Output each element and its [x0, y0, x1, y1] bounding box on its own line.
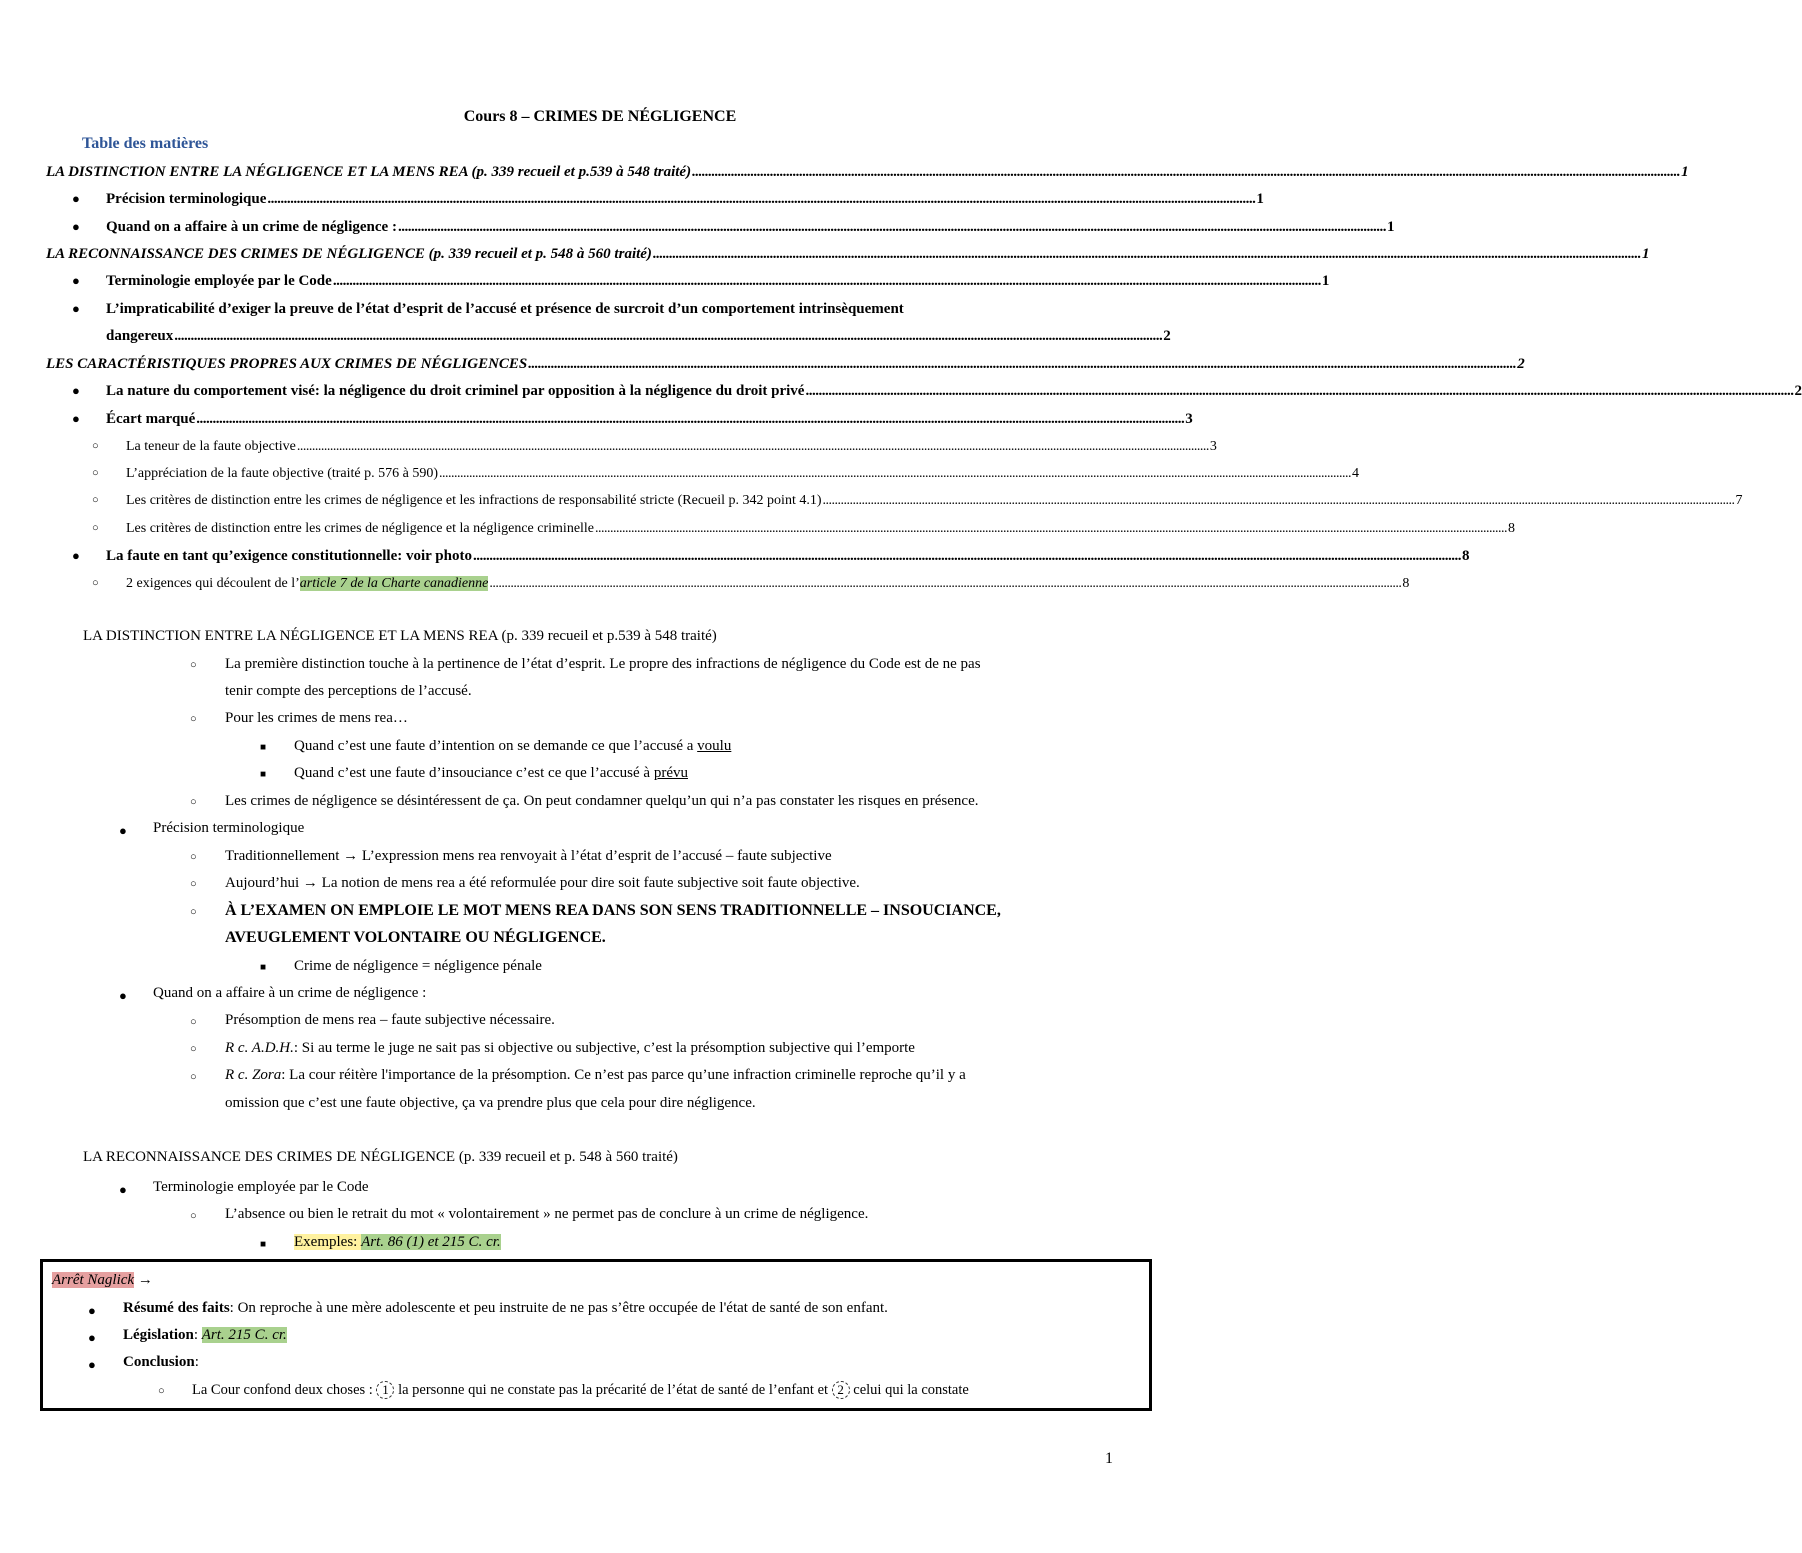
underlined-word: voulu — [697, 738, 732, 754]
bullet-icon: ● — [119, 1182, 127, 1197]
circle-bullet-icon: ○ — [92, 440, 99, 452]
toc-entry-label: Quand on a affaire à un crime de négligence : — [106, 219, 397, 235]
bullet-icon: ● — [72, 383, 80, 398]
circle-bullet-icon: ○ — [190, 851, 197, 863]
toc-leader: ................................................................................................................................................................................................................................................................................................................ — [528, 356, 1517, 372]
circle-bullet-icon: ○ — [92, 494, 99, 506]
square-bullet-icon: ■ — [260, 962, 267, 973]
bullet-icon: ● — [88, 1357, 96, 1372]
body-text: Présomption de mens rea – faute subjective nécessaire. — [225, 1012, 555, 1028]
case-name: R c. Zora — [225, 1067, 282, 1083]
toc-entry[interactable] — [106, 216, 1395, 238]
bullet-icon: ● — [72, 191, 80, 206]
body-text: Crime de négligence = négligence pénale — [294, 958, 542, 974]
toc-entry-label: La nature du comportement visé: la négligence du droit criminel par opposition à la négligence du droit privé — [106, 383, 805, 399]
toc-entry[interactable] — [106, 408, 1193, 430]
case-name: R c. A.D.H. — [225, 1040, 294, 1056]
toc-entry[interactable] — [126, 573, 1410, 595]
toc-entry-label: LA DISTINCTION ENTRE LA NÉGLIGENCE ET LA MENS REA (p. 339 recueil et p.539 à 548 traité) — [46, 164, 692, 180]
body-text — [225, 1040, 915, 1057]
bullet-icon: ● — [72, 273, 80, 288]
bullet-icon: ● — [119, 823, 127, 838]
circle-bullet-icon: ○ — [190, 659, 197, 671]
toc-entry[interactable] — [126, 490, 1743, 512]
body-text-rest: : Si au terme le juge ne sait pas si objective ou subjective, c’est la présomption subjective qui l’emporte — [293, 1040, 915, 1056]
toc-leader: ................................................................................................................................................................................................................................................................................................................ — [652, 246, 1641, 262]
exam-note: AVEUGLEMENT VOLONTAIRE OU NÉGLIGENCE. — [225, 929, 606, 946]
circle-bullet-icon: ○ — [190, 1071, 197, 1083]
toc-entry-label: La faute en tant qu’exigence constitutionnelle: voir photo — [106, 548, 472, 564]
underlined-word: prévu — [653, 765, 688, 781]
toc-page: 1 — [1386, 219, 1395, 235]
square-bullet-icon: ■ — [260, 769, 267, 780]
toc-page: 4 — [1352, 466, 1360, 481]
toc-page: 1 — [1256, 191, 1264, 207]
toc-page: 8 — [1461, 548, 1470, 564]
toc-entry-label: LA RECONNAISSANCE DES CRIMES DE NÉGLIGENCE (p. 339 recueil et p. 548 à 560 traité) — [46, 246, 652, 262]
facts-text: : On reproche à une mère adolescente et peu instruite de ne pas s’être occupée de l'état de santé de son enfant. — [229, 1300, 888, 1316]
toc-entry-label: Les critères de distinction entre les crimes de négligence et les infractions de responsabilité stricte (Recueil p. 342 point 4.1) — [126, 493, 822, 508]
toc-entry[interactable] — [126, 463, 1360, 485]
toc-heading: Table des matières — [82, 135, 209, 152]
conclusion-colon: : — [194, 1354, 199, 1370]
toc-entry-label-pre: 2 exigences qui découlent de l’ — [126, 576, 300, 591]
case-title — [52, 1272, 153, 1289]
section-heading-reconnaissance: LA RECONNAISSANCE DES CRIMES DE NÉGLIGENCE (p. 339 recueil et p. 548 à 560 traité) — [83, 1149, 678, 1165]
body-text — [225, 1067, 966, 1084]
toc-entry-label: Les critères de distinction entre les crimes de négligence et la négligence criminelle — [126, 521, 595, 536]
toc-entry-label: Écart marqué — [106, 411, 196, 427]
toc-page: 2 — [1517, 356, 1525, 372]
toc-page: 2 — [1794, 383, 1802, 399]
bullet-icon: ● — [72, 219, 80, 234]
toc-entry[interactable] — [126, 436, 1217, 458]
toc-page: 3 — [1185, 411, 1193, 427]
circle-bullet-icon: ○ — [190, 1016, 197, 1028]
circle-bullet-icon: ○ — [158, 1385, 165, 1397]
conclusion-part: La Cour confond deux choses : — [192, 1382, 377, 1398]
toc-entry-label: La teneur de la faute objective — [126, 439, 296, 454]
toc-leader: ................................................................................................................................................................................................................................................................................................................ — [332, 273, 1321, 289]
bullet-icon: ● — [88, 1330, 96, 1345]
toc-entry[interactable] — [46, 161, 1689, 183]
bullet-icon: ● — [88, 1303, 96, 1318]
case-name: Arrêt Naglick — [52, 1272, 135, 1288]
body-text: Les crimes de négligence se désintéressent de ça. On peut condamner quelqu’un qui n’a pas constater les risques en présence. — [225, 793, 979, 809]
body-text: Traditionnellement → L’expression mens rea renvoyait à l’état d’esprit de l’accusé – faute subjective — [225, 848, 832, 864]
subheading-terminologie: Terminologie employée par le Code — [153, 1179, 369, 1195]
toc-leader: ................................................................................................................................................................................................................................................................................................................ — [174, 328, 1163, 344]
body-text-pre: Quand c’est une faute d’intention on se demande ce que l’accusé a — [294, 738, 698, 754]
toc-entry[interactable] — [106, 270, 1330, 292]
bullet-icon: ● — [72, 411, 80, 426]
toc-page: 1 — [1321, 273, 1330, 289]
toc-leader: ................................................................................................................................................................................................................................................................................................................ — [489, 576, 1402, 591]
circle-bullet-icon: ○ — [190, 1043, 197, 1055]
subheading-quand: Quand on a affaire à un crime de négligence : — [153, 985, 427, 1001]
facts-label: Résumé des faits — [123, 1300, 230, 1316]
toc-leader: ................................................................................................................................................................................................................................................................................................................ — [805, 383, 1794, 399]
conclusion-label: Conclusion — [123, 1354, 195, 1370]
square-bullet-icon: ■ — [260, 1239, 267, 1250]
arrow-icon: → — [134, 1272, 153, 1288]
toc-entry-label[interactable]: L’impraticabilité d’exiger la preuve de l’état d’esprit de l’accusé et présence de surcroit d’un comportement intrinsèquement — [106, 301, 904, 317]
toc-entry-label: Précision terminologique — [106, 191, 267, 207]
case-legislation — [123, 1327, 287, 1344]
square-bullet-icon: ■ — [260, 742, 267, 753]
examples-label: Exemples — [294, 1234, 354, 1250]
subheading-precision: Précision terminologique — [153, 820, 305, 836]
circle-bullet-icon: ○ — [92, 577, 99, 589]
toc-leader: ................................................................................................................................................................................................................................................................................................................ — [296, 439, 1209, 454]
toc-leader: ................................................................................................................................................................................................................................................................................................................ — [397, 219, 1386, 235]
toc-entry-label: dangereux — [106, 328, 174, 344]
toc-page: 1 — [1681, 164, 1689, 180]
exam-note: À L’EXAMEN ON EMPLOIE LE MOT MENS REA DANS SON SENS TRADITIONNELLE – INSOUCIANCE, — [225, 902, 1001, 919]
article-reference: Art. 86 (1) et 215 C. cr. — [361, 1234, 501, 1250]
examples-line — [294, 1234, 501, 1251]
conclusion-text — [192, 1381, 969, 1399]
legislation-colon: : — [193, 1327, 202, 1343]
circle-bullet-icon: ○ — [190, 796, 197, 808]
bullet-icon: ● — [72, 301, 80, 316]
number-two-icon: 2 — [832, 1381, 850, 1399]
toc-entry-label: L’appréciation de la faute objective (traité p. 576 à 590) — [126, 466, 439, 481]
body-text-pre: Quand c’est une faute d’insouciance c’est ce que l’accusé à — [294, 765, 654, 781]
toc-page: 1 — [1641, 246, 1650, 262]
body-text — [294, 738, 731, 755]
toc-entry[interactable] — [106, 325, 1171, 347]
conclusion-part: celui qui la constate — [849, 1382, 969, 1398]
toc-entry[interactable] — [46, 243, 1650, 265]
case-facts — [123, 1300, 888, 1317]
body-text-rest: : La cour réitère l'importance de la présomption. Ce n’est pas parce qu’une infraction criminelle reproche qu’il y a — [281, 1067, 966, 1083]
toc-entry-label: Terminologie employée par le Code — [106, 273, 332, 289]
toc-page: 2 — [1163, 328, 1171, 344]
circle-bullet-icon: ○ — [190, 1210, 197, 1222]
toc-leader: ................................................................................................................................................................................................................................................................................................................ — [439, 466, 1352, 481]
body-text: Pour les crimes de mens rea… — [225, 710, 408, 726]
page-number: 1 — [1105, 1450, 1113, 1467]
examples-colon: : — [353, 1234, 362, 1250]
conclusion-part: la personne qui ne constate pas la précarité de l’état de santé de l’enfant et — [394, 1382, 832, 1398]
section-heading-distinction: LA DISTINCTION ENTRE LA NÉGLIGENCE ET LA MENS REA (p. 339 recueil et p.539 à 548 traité) — [83, 628, 717, 644]
toc-entry[interactable] — [126, 518, 1516, 540]
body-text: L’absence ou bien le retrait du mot « volontairement » ne permet pas de conclure à un crime de négligence. — [225, 1206, 869, 1222]
body-text: La première distinction touche à la pertinence de l’état d’esprit. Le propre des infractions de négligence du Code est de ne pas — [225, 656, 981, 672]
case-conclusion — [123, 1354, 199, 1371]
circle-bullet-icon: ○ — [190, 878, 197, 890]
toc-page: 7 — [1735, 493, 1743, 508]
toc-page: 8 — [1402, 576, 1410, 591]
document-title: Cours 8 – CRIMES DE NÉGLIGENCE — [463, 108, 737, 125]
bullet-icon: ● — [72, 548, 80, 563]
article-reference: Art. 215 C. cr. — [201, 1327, 287, 1343]
legislation-label: Législation — [123, 1327, 194, 1343]
toc-leader: ................................................................................................................................................................................................................................................................................................................ — [472, 548, 1461, 564]
toc-leader: ................................................................................................................................................................................................................................................................................................................ — [822, 493, 1735, 508]
body-text: Aujourd’hui → La notion de mens rea a été reformulée pour dire soit faute subjective soit faute objective. — [225, 875, 860, 891]
toc-entry[interactable] — [106, 380, 1802, 402]
toc-entry[interactable] — [46, 353, 1525, 375]
toc-leader: ................................................................................................................................................................................................................................................................................................................ — [196, 411, 1185, 427]
toc-page: 3 — [1209, 439, 1217, 454]
toc-entry-label — [126, 573, 488, 595]
body-text — [294, 765, 688, 782]
body-text: omission que c’est une faute objective, ça va prendre plus que cela pour dire négligence. — [225, 1095, 756, 1111]
circle-bullet-icon: ○ — [92, 522, 99, 534]
number-one-icon: 1 — [376, 1381, 394, 1399]
toc-leader: ................................................................................................................................................................................................................................................................................................................ — [267, 191, 1256, 207]
toc-leader: ................................................................................................................................................................................................................................................................................................................ — [692, 164, 1681, 180]
toc-entry-label: LES CARACTÉRISTIQUES PROPRES AUX CRIMES DE NÉGLIGENCES — [46, 356, 528, 372]
circle-bullet-icon: ○ — [190, 713, 197, 725]
body-text: tenir compte des perceptions de l’accusé. — [225, 683, 472, 699]
bullet-icon: ● — [119, 988, 127, 1003]
toc-page: 8 — [1508, 521, 1516, 536]
circle-bullet-icon: ○ — [190, 906, 197, 918]
toc-leader: ................................................................................................................................................................................................................................................................................................................ — [595, 521, 1508, 536]
circle-bullet-icon: ○ — [92, 467, 99, 479]
charter-article-highlight: article 7 de la Charte canadienne — [299, 576, 489, 591]
toc-entry[interactable] — [106, 545, 1470, 567]
toc-entry[interactable] — [106, 188, 1264, 210]
